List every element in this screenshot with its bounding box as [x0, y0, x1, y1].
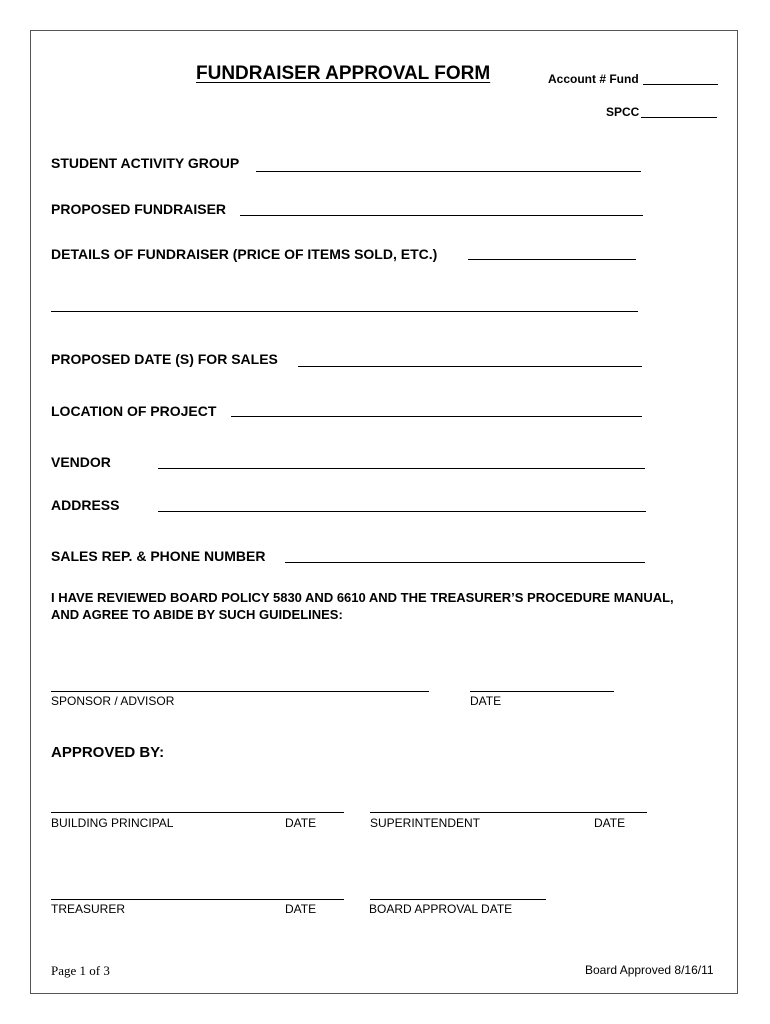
spcc-line[interactable] [641, 117, 717, 118]
page-number: Page 1 of 3 [51, 963, 110, 978]
student-activity-group-line[interactable] [256, 171, 641, 172]
proposed-fundraiser-label: PROPOSED FUNDRAISER [51, 201, 227, 217]
account-fund-label: Account # Fund [548, 72, 639, 86]
account-fund-line[interactable] [643, 84, 718, 85]
spcc-label: SPCC [606, 105, 640, 119]
superintendent-signature-line[interactable] [370, 812, 647, 813]
address-line[interactable] [158, 511, 646, 512]
sales-rep-phone-label: SALES REP. & PHONE NUMBER [51, 548, 266, 564]
proposed-dates-label: PROPOSED DATE (S) FOR SALES [51, 351, 278, 367]
proposed-fundraiser-line[interactable] [240, 215, 643, 216]
board-approval-date-line[interactable] [370, 899, 546, 900]
page-frame [30, 30, 738, 994]
superintendent-caption: SUPERINTENDENT [370, 816, 481, 830]
board-approved-note: Board Approved 8/16/11 [585, 963, 714, 977]
treasurer-date-caption: DATE [285, 902, 317, 916]
proposed-dates-line[interactable] [298, 366, 642, 367]
treasurer-signature-line[interactable] [51, 899, 344, 900]
policy-agreement-text: I HAVE REVIEWED BOARD POLICY 5830 AND 6610 AND THE TREASURER’S PROCEDURE MANUAL, AND AGREE TO ABIDE BY SUCH GUIDELINES: [51, 590, 674, 622]
location-of-project-label: LOCATION OF PROJECT [51, 403, 217, 419]
sponsor-advisor-caption: SPONSOR / ADVISOR [51, 694, 175, 708]
sponsor-signature-line[interactable] [51, 691, 429, 692]
sponsor-date-line[interactable] [470, 691, 614, 692]
building-principal-caption: BUILDING PRINCIPAL [51, 816, 174, 830]
vendor-line[interactable] [158, 468, 645, 469]
details-of-fundraiser-label: DETAILS OF FUNDRAISER (PRICE OF ITEMS SOLD, ETC.) [51, 246, 438, 262]
student-activity-group-label: STUDENT ACTIVITY GROUP [51, 155, 240, 171]
principal-date-caption: DATE [285, 816, 317, 830]
location-of-project-line[interactable] [231, 416, 642, 417]
board-approval-date-caption: BOARD APPROVAL DATE [369, 902, 513, 916]
address-label: ADDRESS [51, 497, 120, 513]
vendor-label: VENDOR [51, 454, 111, 470]
treasurer-caption: TREASURER [51, 902, 126, 916]
superintendent-date-caption: DATE [594, 816, 626, 830]
form-title: FUNDRAISER APPROVAL FORM [196, 63, 491, 84]
details-of-fundraiser-line[interactable] [468, 259, 636, 260]
approved-by-heading: APPROVED BY: [51, 744, 165, 761]
principal-signature-line[interactable] [51, 812, 344, 813]
sponsor-date-caption: DATE [470, 694, 502, 708]
details-continuation-line[interactable] [51, 311, 638, 312]
sales-rep-phone-line[interactable] [285, 562, 645, 563]
